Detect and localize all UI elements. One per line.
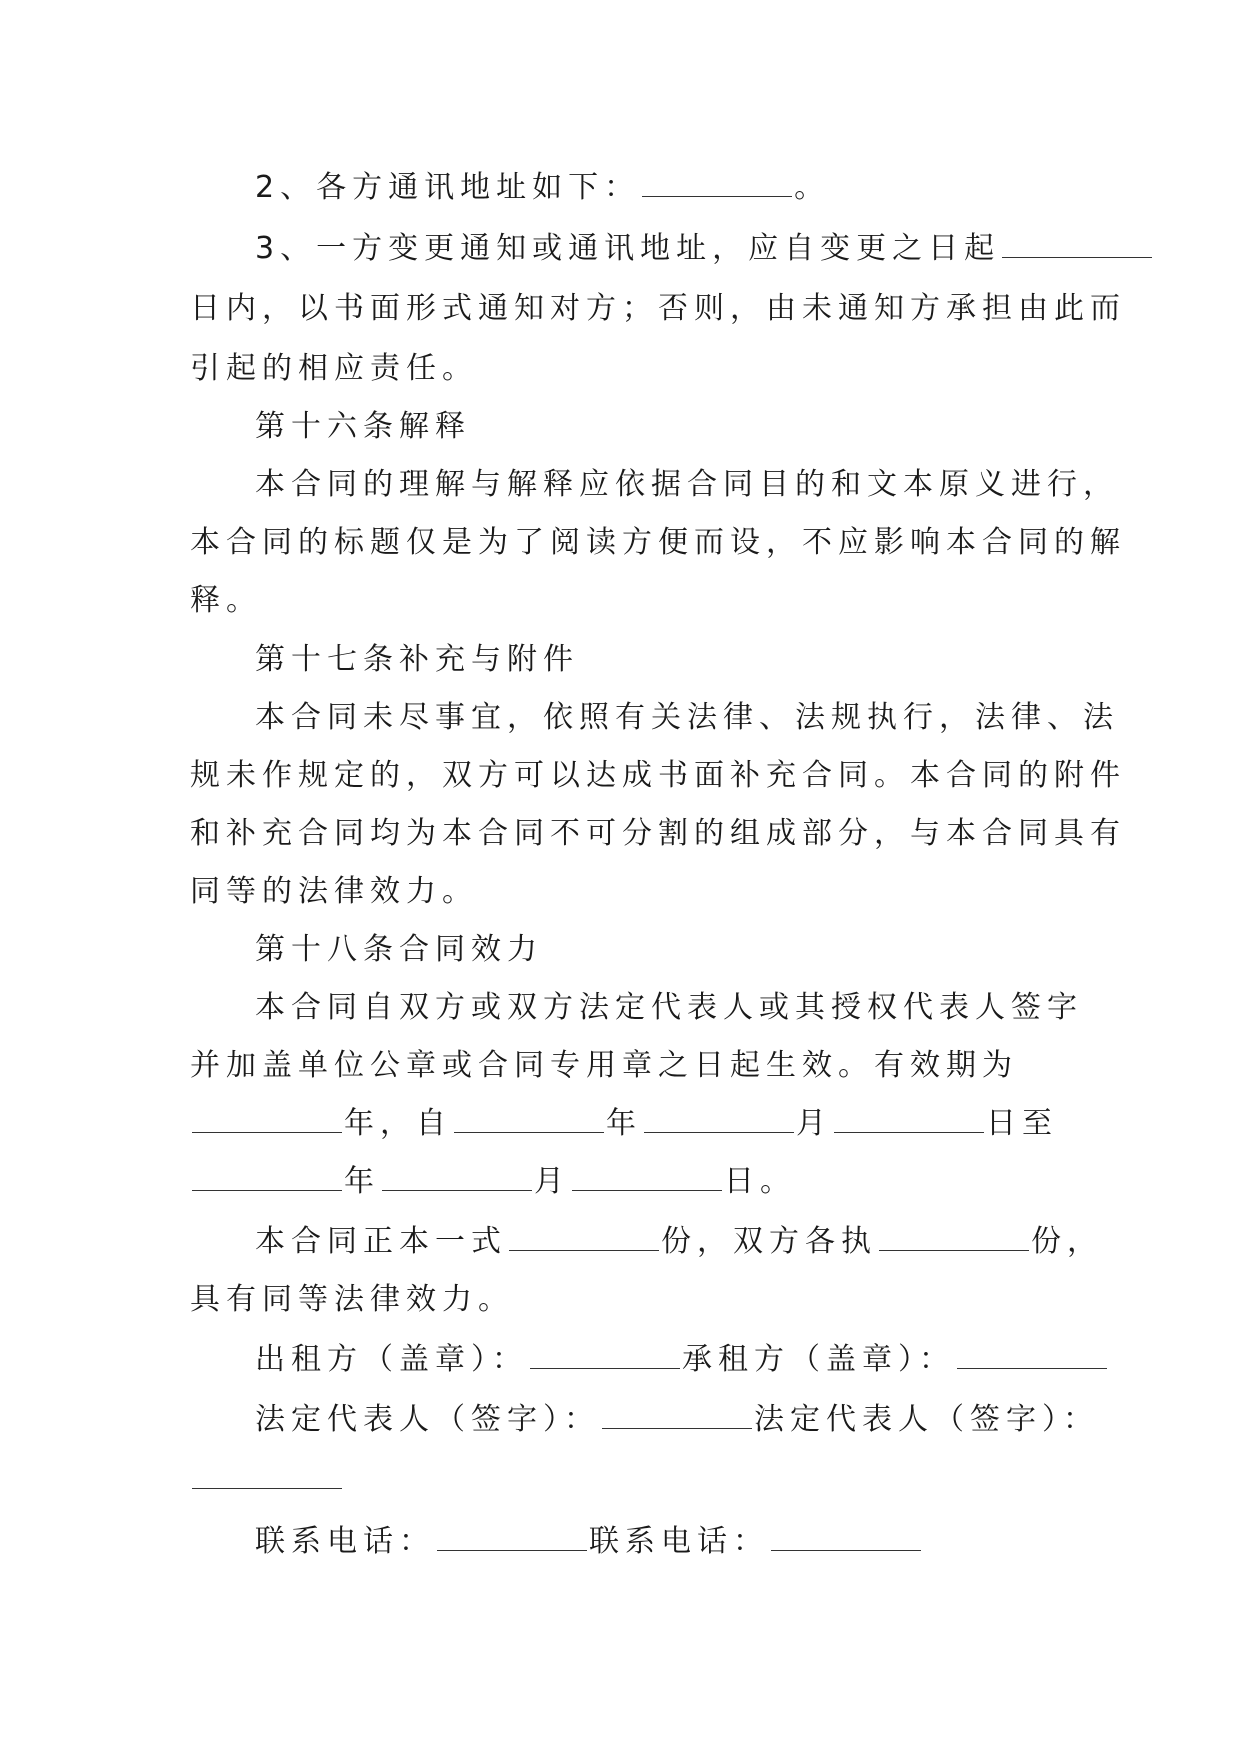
fill-blank: [192, 1460, 342, 1489]
lessor-seal-label: 出租方（盖章）：: [255, 1342, 528, 1377]
paragraph-line: 日内，以书面形式通知对方；否则，由未通知方承担由此而: [190, 291, 1126, 326]
fill-blank: [642, 168, 792, 197]
fill-blank: [192, 1162, 342, 1191]
paragraph-line: 本合同的标题仅是为了阅读方便而设，不应影响本合同的解: [190, 525, 1126, 560]
term-period-line: [190, 1104, 1058, 1144]
text-segment: 年: [606, 1106, 642, 1141]
representative-line: [255, 1400, 1099, 1440]
fill-blank: [192, 1104, 342, 1133]
fill-blank: [454, 1104, 604, 1133]
lessee-representative-label: 法定代表人（签字）：: [754, 1402, 1099, 1437]
fill-blank: [382, 1162, 532, 1191]
lessee-seal-label: 承租方（盖章）：: [682, 1342, 955, 1377]
fill-blank: [509, 1222, 659, 1251]
text-segment: 。: [794, 170, 831, 205]
fill-blank: [771, 1522, 921, 1551]
text-segment: 份，: [1031, 1224, 1103, 1259]
paragraph-line: 本合同未尽事宜，依照有关法律、法规执行，法律、法: [255, 700, 1119, 735]
clause-address-line: [255, 168, 830, 208]
article-heading: 第十六条解释: [255, 409, 471, 444]
term-end-date-line: [190, 1162, 796, 1202]
phone-line: [255, 1522, 923, 1562]
lessee-phone-label: 联系电话：: [589, 1524, 769, 1559]
fill-blank: [879, 1222, 1029, 1251]
article-heading: 第十八条合同效力: [255, 932, 543, 967]
fill-blank: [1002, 229, 1152, 258]
seal-line: [255, 1340, 1109, 1380]
fill-blank: [602, 1400, 752, 1429]
text-segment: 日至: [986, 1106, 1058, 1141]
paragraph-line: 本合同的理解与解释应依据合同目的和文本原义进行，: [255, 467, 1119, 502]
paragraph-line: 引起的相应责任。: [190, 351, 478, 386]
text-segment: 2、各方通讯地址如下：: [255, 170, 641, 205]
lessor-phone-label: 联系电话：: [255, 1524, 435, 1559]
text-segment: 3、一方变更通知或通讯地址，应自变更之日起: [255, 231, 1001, 266]
fill-blank: [572, 1162, 722, 1191]
fill-blank: [530, 1340, 680, 1369]
paragraph-line: 和补充合同均为本合同不可分割的组成部分，与本合同具有: [190, 816, 1126, 851]
fill-blank: [834, 1104, 984, 1133]
text-segment: 份，双方各执: [661, 1224, 877, 1259]
article-heading: 第十七条补充与附件: [255, 642, 579, 677]
fill-blank: [957, 1340, 1107, 1369]
text-segment: 日。: [724, 1164, 796, 1199]
representative-blank-line: [190, 1460, 344, 1500]
text-segment: 月: [534, 1164, 570, 1199]
fill-blank: [437, 1522, 587, 1551]
paragraph-line: 规未作规定的，双方可以达成书面补充合同。本合同的附件: [190, 758, 1126, 793]
paragraph-line: 具有同等法律效力。: [190, 1282, 514, 1317]
paragraph-line: 本合同自双方或双方法定代表人或其授权代表人签字: [255, 990, 1083, 1025]
text-segment: 年，自: [344, 1106, 452, 1141]
copies-line: [255, 1222, 1103, 1262]
paragraph-line: 释。: [190, 583, 262, 618]
text-segment: 月: [796, 1106, 832, 1141]
text-segment: 本合同正本一式: [255, 1224, 507, 1259]
fill-blank: [644, 1104, 794, 1133]
paragraph-line: 并加盖单位公章或合同专用章之日起生效。有效期为: [190, 1048, 1018, 1083]
paragraph-line: 同等的法律效力。: [190, 874, 478, 909]
clause-change-notice-line: [255, 229, 1154, 269]
text-segment: 年: [344, 1164, 380, 1199]
lessor-representative-label: 法定代表人（签字）：: [255, 1402, 600, 1437]
